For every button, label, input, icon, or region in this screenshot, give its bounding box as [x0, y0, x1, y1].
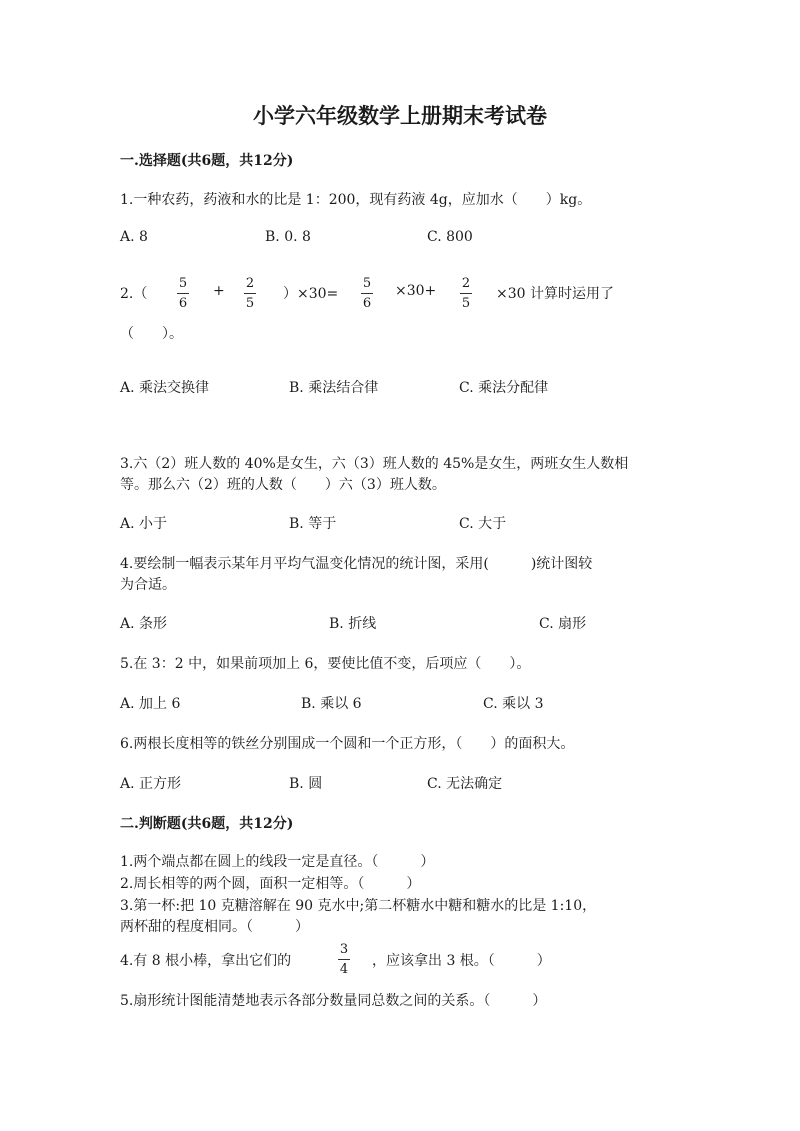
question-2-times30plus: ×30+	[395, 283, 437, 299]
question-6-option-a: A. 正方形	[120, 776, 182, 792]
question-5-option-b: B. 乘以 6	[301, 696, 362, 712]
judgement-4-prefix: 4.有 8 根小棒，拿出它们的	[120, 953, 292, 969]
question-2-option-c: C. 乘法分配律	[459, 380, 549, 396]
question-1-option-b: B. 0. 8	[265, 229, 311, 245]
question-6-option-c: C. 无法确定	[427, 776, 503, 792]
question-5-option-a: A. 加上 6	[120, 696, 181, 712]
question-2-option-b: B. 乘法结合律	[289, 380, 379, 396]
question-3-line1: 3.六（2）班人数的 40%是女生，六（3）班人数的 45%是女生，两班女生人数相	[120, 456, 629, 472]
question-2-prefix: 2.（	[120, 286, 148, 302]
question-5-option-c: C. 乘以 3	[483, 696, 544, 712]
question-2-line2: （ ）。	[120, 326, 183, 342]
question-4-option-b: B. 折线	[329, 616, 377, 632]
question-3-option-a: A. 小于	[120, 516, 168, 532]
question-6-option-b: B. 圆	[289, 776, 323, 792]
question-4-option-c: C. 扇形	[539, 616, 587, 632]
question-2-suffix: ×30 计算时运用了	[496, 286, 614, 302]
fraction-3-4: 3 4	[339, 942, 349, 977]
question-2-mid: ）×30=	[283, 286, 339, 302]
question-1-text: 1.一种农药，药液和水的比是 1：200，现有药液 4g，应加水（ ）kg。	[120, 192, 592, 208]
fraction-2-5: 2 5	[461, 276, 471, 311]
section-heading-judgement: 二.判断题(共6题，共12分)	[120, 816, 294, 832]
question-2-option-a: A. 乘法交换律	[120, 380, 210, 396]
question-4-line2: 为合适。	[120, 577, 176, 593]
question-4-line1: 4.要绘制一幅表示某年月平均气温变化情况的统计图，采用( )统计图较	[120, 556, 593, 572]
fraction-5-6: 5 6	[178, 276, 188, 311]
question-6-text: 6.两根长度相等的铁丝分别围成一个圆和一个正方形，（ ）的面积大。	[120, 736, 575, 752]
fraction-2-5: 2 5	[245, 276, 255, 311]
question-5-text: 5.在 3：2 中，如果前项加上 6，要使比值不变，后项应（ ）。	[120, 656, 531, 672]
judgement-1-text: 1.两个端点都在圆上的线段一定是直径。（ ）	[120, 854, 435, 870]
fraction-5-6: 5 6	[362, 276, 372, 311]
question-4-option-a: A. 条形	[120, 616, 168, 632]
question-3-option-b: B. 等于	[289, 516, 337, 532]
judgement-5-text: 5.扇形统计图能清楚地表示各部分数量同总数之间的关系。（ ）	[120, 993, 547, 1009]
judgement-3-line1: 3.第一杯:把 10 克糖溶解在 90 克水中;第二杯糖水中糖和糖水的比是 1:10，	[120, 898, 597, 914]
question-3-option-c: C. 大于	[459, 516, 507, 532]
judgement-3-line2: 两杯甜的程度相同。（ ）	[120, 919, 309, 935]
page-title: 小学六年级数学上册期末考试卷	[253, 103, 547, 128]
question-1-option-c: C. 800	[427, 229, 473, 245]
section-heading-choice: 一.选择题(共6题，共12分)	[120, 153, 294, 169]
question-3-line2: 等。那么六（2）班的人数（ ）六（3）班人数。	[120, 477, 446, 493]
question-2-plus: +	[213, 283, 225, 299]
question-1-option-a: A. 8	[120, 229, 148, 245]
judgement-4-suffix: ，应该拿出 3 根。（ ）	[372, 953, 551, 969]
judgement-2-text: 2.周长相等的两个圆，面积一定相等。（ ）	[120, 876, 421, 892]
